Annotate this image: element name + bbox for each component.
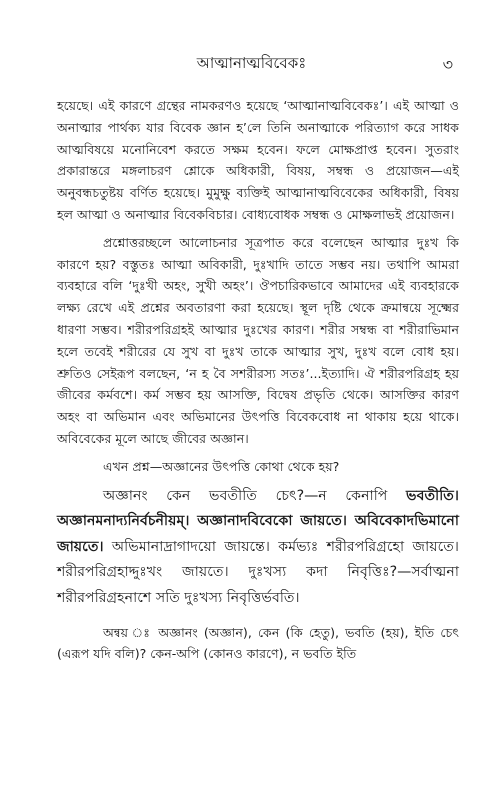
sanskrit-verse — [57, 484, 459, 612]
page-header — [0, 52, 503, 78]
paragraph-1: হয়েছে। এই কারণে গ্রন্থের নামকরণও হয়েছে ‘আত্মানাত্মবিবেকঃ’। এই আত্মা ও অনাত্মার পার্থক্য যার বিবেক জ্ঞান হ’লে তিনি অনাত্মাকে পরিত্যাগ করে সাধক আত্মবিষয়ে মনোনিবেশ করতে সক্ষম হবেন। ফলে মোক্ষপ্রাপ্ত হবেন। সুতরাং প্রকারান্তরে মঙ্গলাচরণ শ্লোকে অধিকারী, বিষয়, সম্বন্ধ ও প্রয়োজন—এই অনুবন্ধচতুষ্টয় বর্ণিত হয়েছে। মুমুক্ষু ব্যক্তিই আত্মানাত্মবিবেকের অধিকারী, বিষয় হল আত্মা ও অনাত্মার বিবেকবিচার। বোধ্যবোধক সম্বন্ধ ও মোক্ষলাভই প্রয়োজন। — [57, 98, 459, 222]
anvaya-paragraph: অন্বয় ঃ অজ্ঞানং (অজ্ঞান), কেন (কি হেতু), ভবতি (হয়), ইতি চেৎ (এরূপ যদি বলি)? কেন-অপি (কোনও কারণে), ন ভবতি ইতি — [57, 624, 459, 662]
paragraph-2: প্রশ্নোত্তরচ্ছলে আলোচনার সূত্রপাত করে বলেছেন আত্মার দুঃখ কি কারণে হয়? বস্তুতঃ আত্মা অবিকারী, দুঃখাদি তাতে সম্ভব নয়। তথাপি আমরা ব্যবহারে বলি ‘দুঃখী অহং, সুখী অহং’। ঔপচারিকভাবে আমাদের এই ব্যবহারকে লক্ষ্য রেখে এই প্রশ্নের অবতারণা করা হয়েছে। স্থূল দৃষ্টি থেকে ক্রমান্বয়ে সূক্ষ্মের ধারণা সম্ভব। শরীরপরিগ্রহই আত্মার দুঃখের কারণ। শরীর সম্বন্ধ বা শরীরাভিমান হলে তবেই শরীরের যে সুখ বা দুঃখ তাকে আত্মার সুখ, দুঃখ বলে বোধ হয়। শ্রুতিও সেইরূপ বলছেন, ‘ন হ বৈ সশরীরস্য সতঃ’...ইত্যাদি। ঐ শরীরপরিগ্রহ হয় জীবের কর্মবশে। কর্ম সম্ভব হয় আসক্তি, বিদ্বেষ প্রভৃতি থেকে। আসক্তির কারণ অহং বা অভিমান এবং অভিমানের উৎপত্তি বিবেকবোধ না থাকায় হয়ে থাকে। অবিবেকের মূলে আছে জীবের অজ্ঞান। — [57, 234, 459, 446]
verse-part-2: ভবতীতি। অজ্ঞানমনাদ্যনির্বচনীয়ম্। অজ্ঞানাদবিবেকো জায়তে। অবিবেকাদভিমানো জায়তে। — [57, 487, 459, 555]
page-body — [57, 95, 459, 665]
page-number: ৩ — [442, 55, 453, 74]
running-title: আত্মানাত্মবিবেকঃ — [196, 54, 307, 72]
question-line: এখন প্রশ্ন—অজ্ঞানের উৎপত্তি কোথা থেকে হয়? — [103, 458, 340, 474]
verse-part-3: অভিমানাদ্রাগাদয়ো জায়ন্তে। কর্মভ্যঃ শরীরপরিগ্রহো জায়তে। শরীরপরিগ্রহাদ্দুঃখং জায়তে। দুঃখস্য কদা নিবৃত্তিঃ?—সর্বাত্মনা শরীরপরিগ্রহনাশে সতি দুঃখস্য নিবৃত্তির্ভবতি। — [57, 538, 459, 606]
verse-part-1: অজ্ঞানং কেন ভবতীতি চেৎ?—ন কেনাপি — [103, 487, 407, 504]
